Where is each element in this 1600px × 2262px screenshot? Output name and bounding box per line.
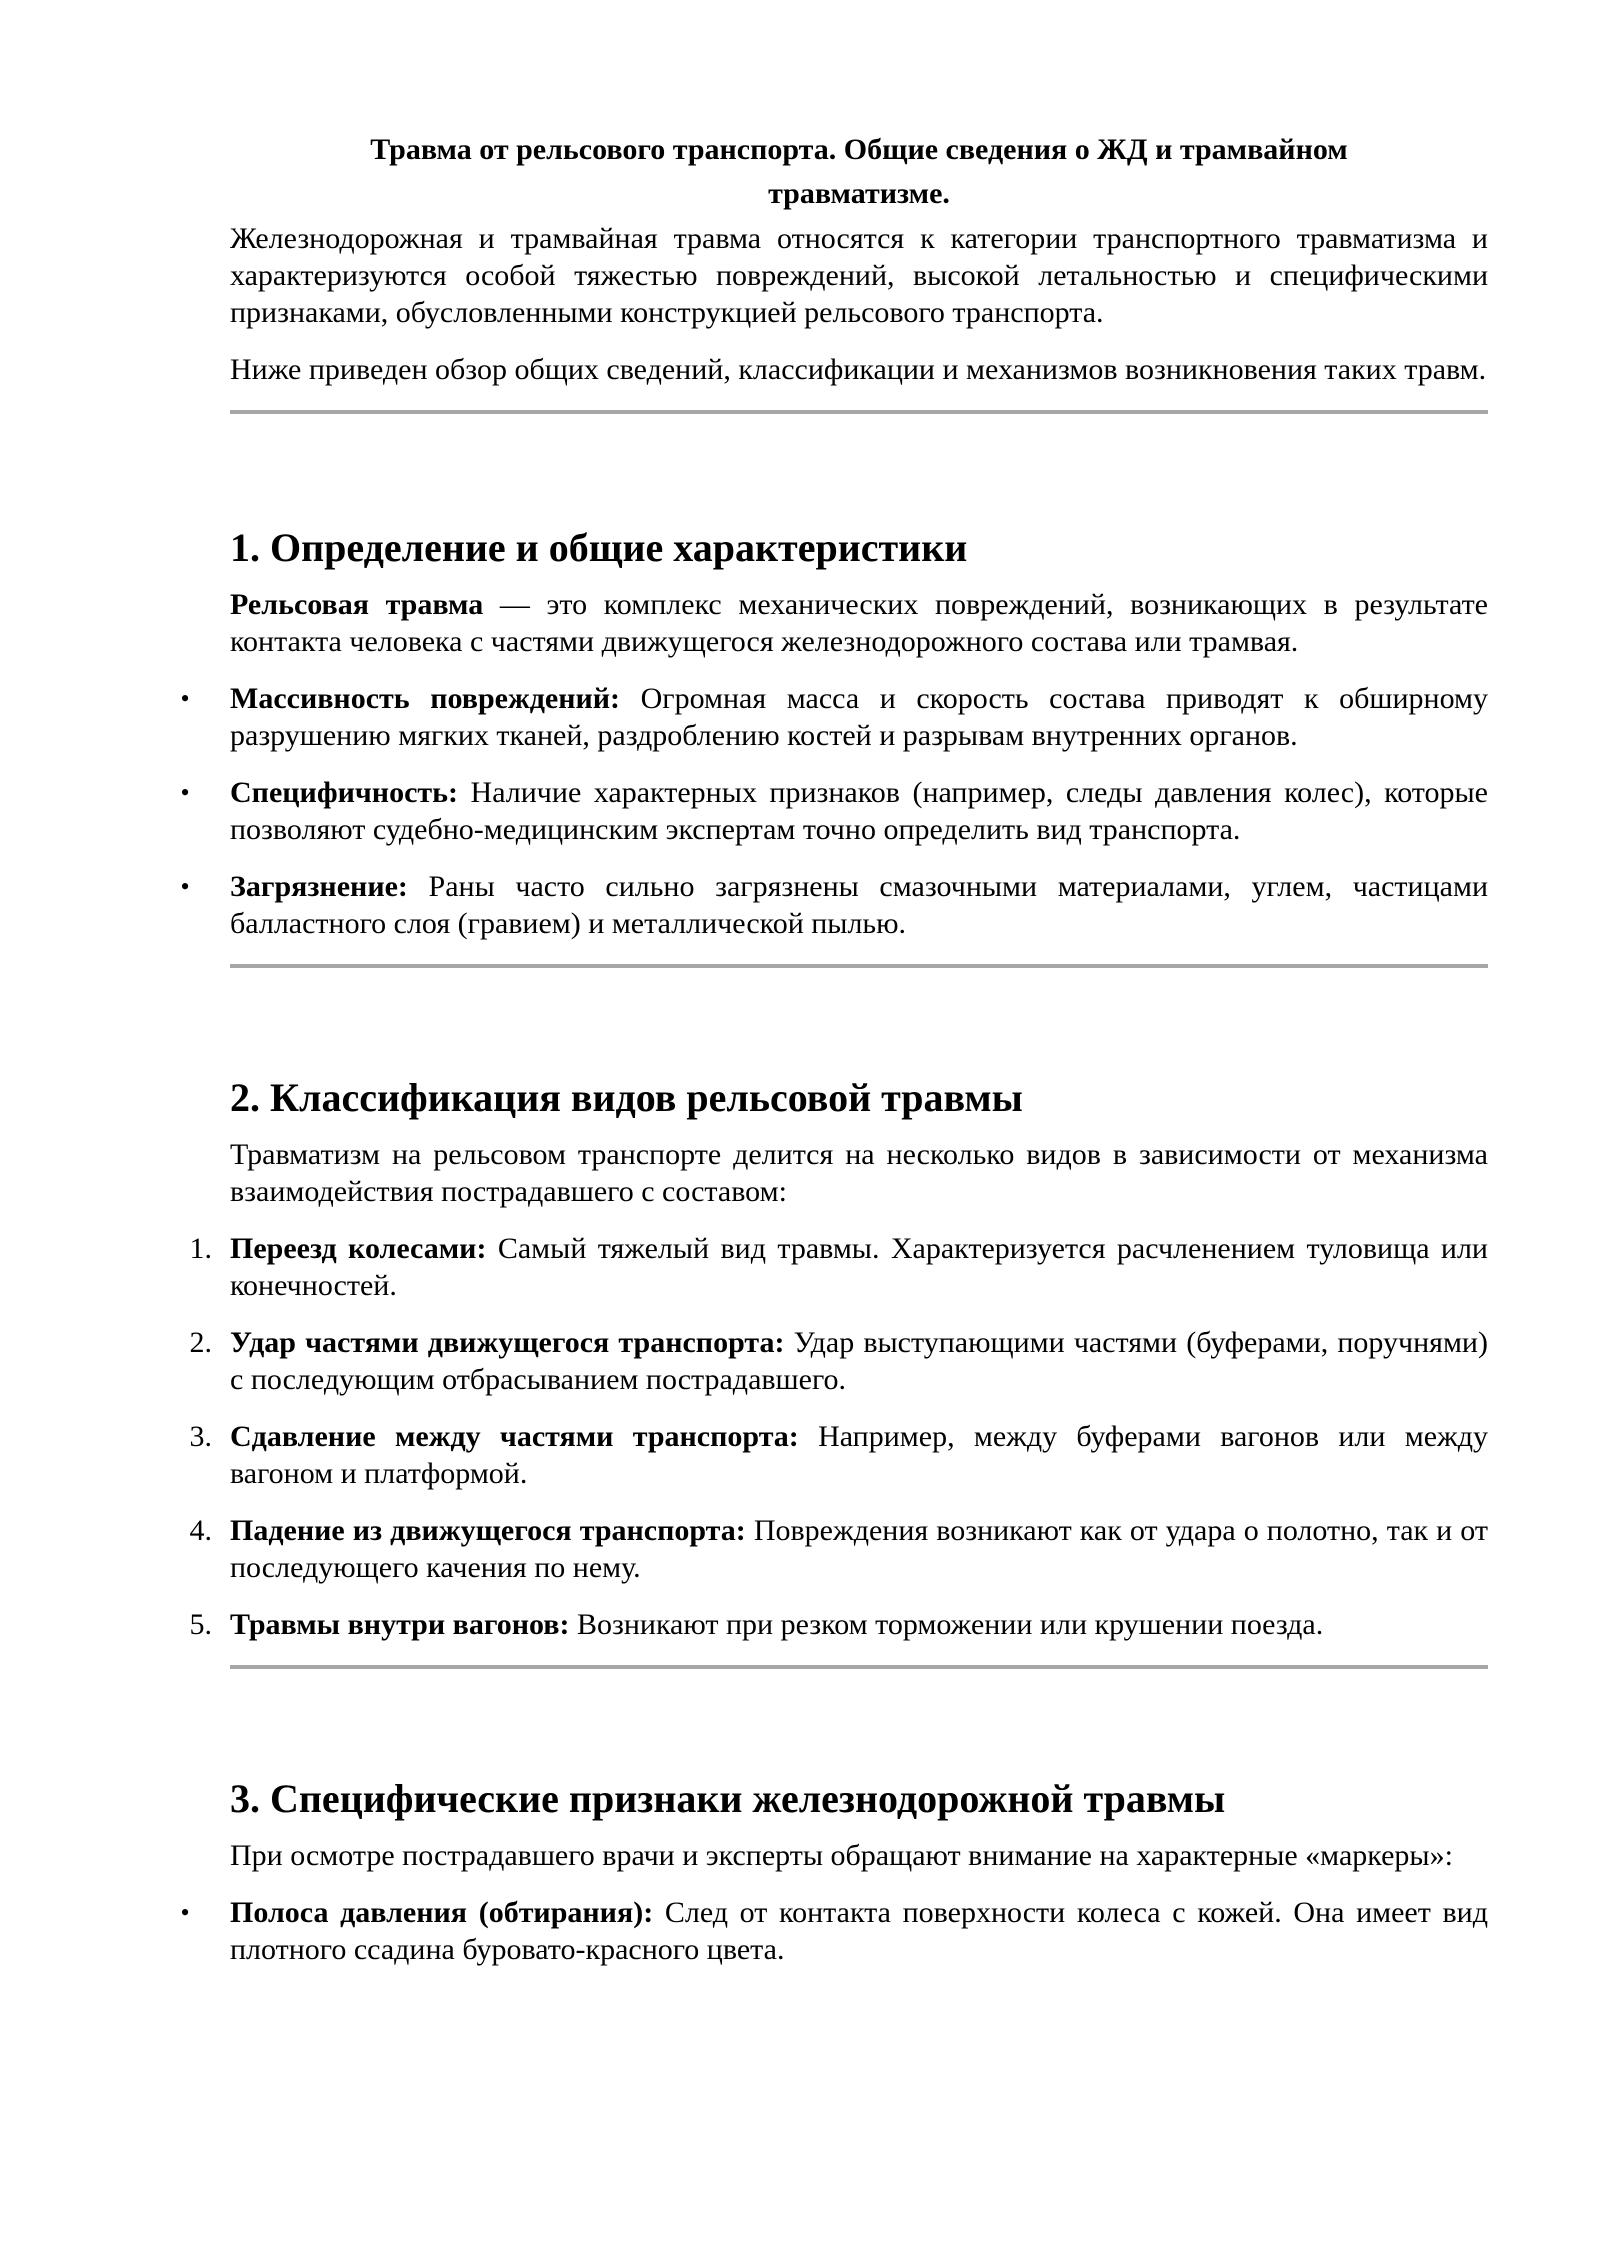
section-2-heading: 2. Классификация видов рельсовой травмы bbox=[230, 1075, 1023, 1120]
list-number: 4. bbox=[189, 1514, 212, 1547]
list-number: 5. bbox=[189, 1608, 212, 1641]
document-title bbox=[230, 128, 1488, 216]
list-number: 1. bbox=[189, 1232, 212, 1265]
section-2-intro: Травматизм на рельсовом транспорте делится на несколько видов в зависимости от механизма взаимодействия пострадавшего с составом: bbox=[230, 1138, 1488, 1208]
list-item-text: Наличие характерных признаков (например, следы давления колес), которые позволяют судебно-медицинским экспертам точно определить вид транспорта. bbox=[230, 776, 1488, 846]
list-item-term: Переезд колесами: bbox=[230, 1232, 487, 1265]
list-number: 3. bbox=[189, 1420, 212, 1453]
list-item-term: Удар частями движущегося транспорта: bbox=[230, 1326, 785, 1359]
list-item bbox=[180, 1894, 1489, 1968]
list-item bbox=[180, 774, 1488, 848]
list-item-text: Удар выступающими частями (буферами, поручнями) с последующим отбрасыванием пострадавшего. bbox=[230, 1326, 1488, 1396]
section-divider bbox=[230, 964, 1488, 968]
bullet-marker: • bbox=[180, 684, 190, 713]
document-title-line-2: травматизме. bbox=[768, 177, 950, 210]
definition-term: Рельсовая травма bbox=[230, 588, 484, 621]
definition-text: — это комплекс механических повреждений, возникающих в результате контакта человека с частями движущегося железнодорожного состава или трамвая. bbox=[230, 588, 1488, 658]
section-3-intro: При осмотре пострадавшего врачи и эксперты обращают внимание на характерные «маркеры»: bbox=[230, 1839, 1453, 1872]
intro-paragraph-1: Железнодорожная и трамвайная травма относятся к категории транспортного травматизма и характеризуются особой тяжестью повреждений, высокой летальностью и специфическими признаками, обусловленными конструкцией рельсового транспорта. bbox=[230, 222, 1488, 329]
list-item-text: След от контакта поверхности колеса с кожей. Она имеет вид плотного ссадина буровато-красного цвета. bbox=[230, 1896, 1489, 1966]
bullet-marker: • bbox=[180, 1898, 190, 1927]
document-title-line-1: Травма от рельсового транспорта. Общие сведения о ЖД и трамвайном bbox=[370, 133, 1348, 166]
list-item bbox=[189, 1230, 1488, 1304]
intro-paragraph-2: Ниже приведен обзор общих сведений, классификации и механизмов возникновения таких травм. bbox=[230, 353, 1487, 386]
list-item bbox=[189, 1606, 1488, 1643]
list-item-term: Падение из движущегося транспорта: bbox=[230, 1514, 746, 1547]
list-item-text: Повреждения возникают как от удара о полотно, так и от последующего качения по нему. bbox=[230, 1514, 1488, 1584]
list-item-text: Например, между буферами вагонов или между вагоном и платформой. bbox=[230, 1420, 1488, 1490]
section-divider bbox=[230, 410, 1488, 414]
list-item-text: Огромная масса и скорость состава приводят к обширному разрушению мягких тканей, раздроблению костей и разрывам внутренних органов. bbox=[230, 682, 1488, 752]
list-item bbox=[180, 680, 1488, 754]
list-item bbox=[180, 868, 1488, 942]
bullet-marker: • bbox=[180, 778, 190, 807]
list-item-text: Самый тяжелый вид травмы. Характеризуется расчленением туловища или конечностей. bbox=[230, 1232, 1488, 1302]
section-1-bullet-list bbox=[180, 680, 1488, 942]
list-item-term: Специфичность: bbox=[230, 776, 458, 809]
section-3-heading: 3. Специфические признаки железнодорожной травмы bbox=[230, 1776, 1226, 1821]
list-item-text: Раны часто сильно загрязнены смазочными материалами, углем, частицами балластного слоя (гравием) и металлической пылью. bbox=[230, 870, 1488, 940]
list-number: 2. bbox=[189, 1326, 212, 1359]
list-item-term: Массивность повреждений: bbox=[230, 682, 621, 715]
section-1-heading: 1. Определение и общие характеристики bbox=[230, 525, 968, 570]
list-item bbox=[189, 1324, 1488, 1398]
list-item bbox=[189, 1418, 1488, 1492]
section-divider bbox=[230, 1665, 1488, 1669]
bullet-marker: • bbox=[180, 872, 190, 901]
section-1-definition bbox=[230, 586, 1488, 660]
document-body bbox=[180, 128, 1489, 1988]
list-item bbox=[189, 1512, 1488, 1586]
list-item-term: Сдавление между частями транспорта: bbox=[230, 1420, 799, 1453]
section-2-numbered-list bbox=[189, 1230, 1488, 1643]
list-item-term: Травмы внутри вагонов: bbox=[230, 1608, 570, 1641]
list-item-text: Возникают при резком торможении или крушении поезда. bbox=[569, 1608, 1324, 1641]
list-item-term: Полоса давления (обтирания): bbox=[230, 1896, 654, 1929]
section-3-bullet-list bbox=[180, 1894, 1489, 1968]
list-item-term: Загрязнение: bbox=[230, 870, 408, 903]
